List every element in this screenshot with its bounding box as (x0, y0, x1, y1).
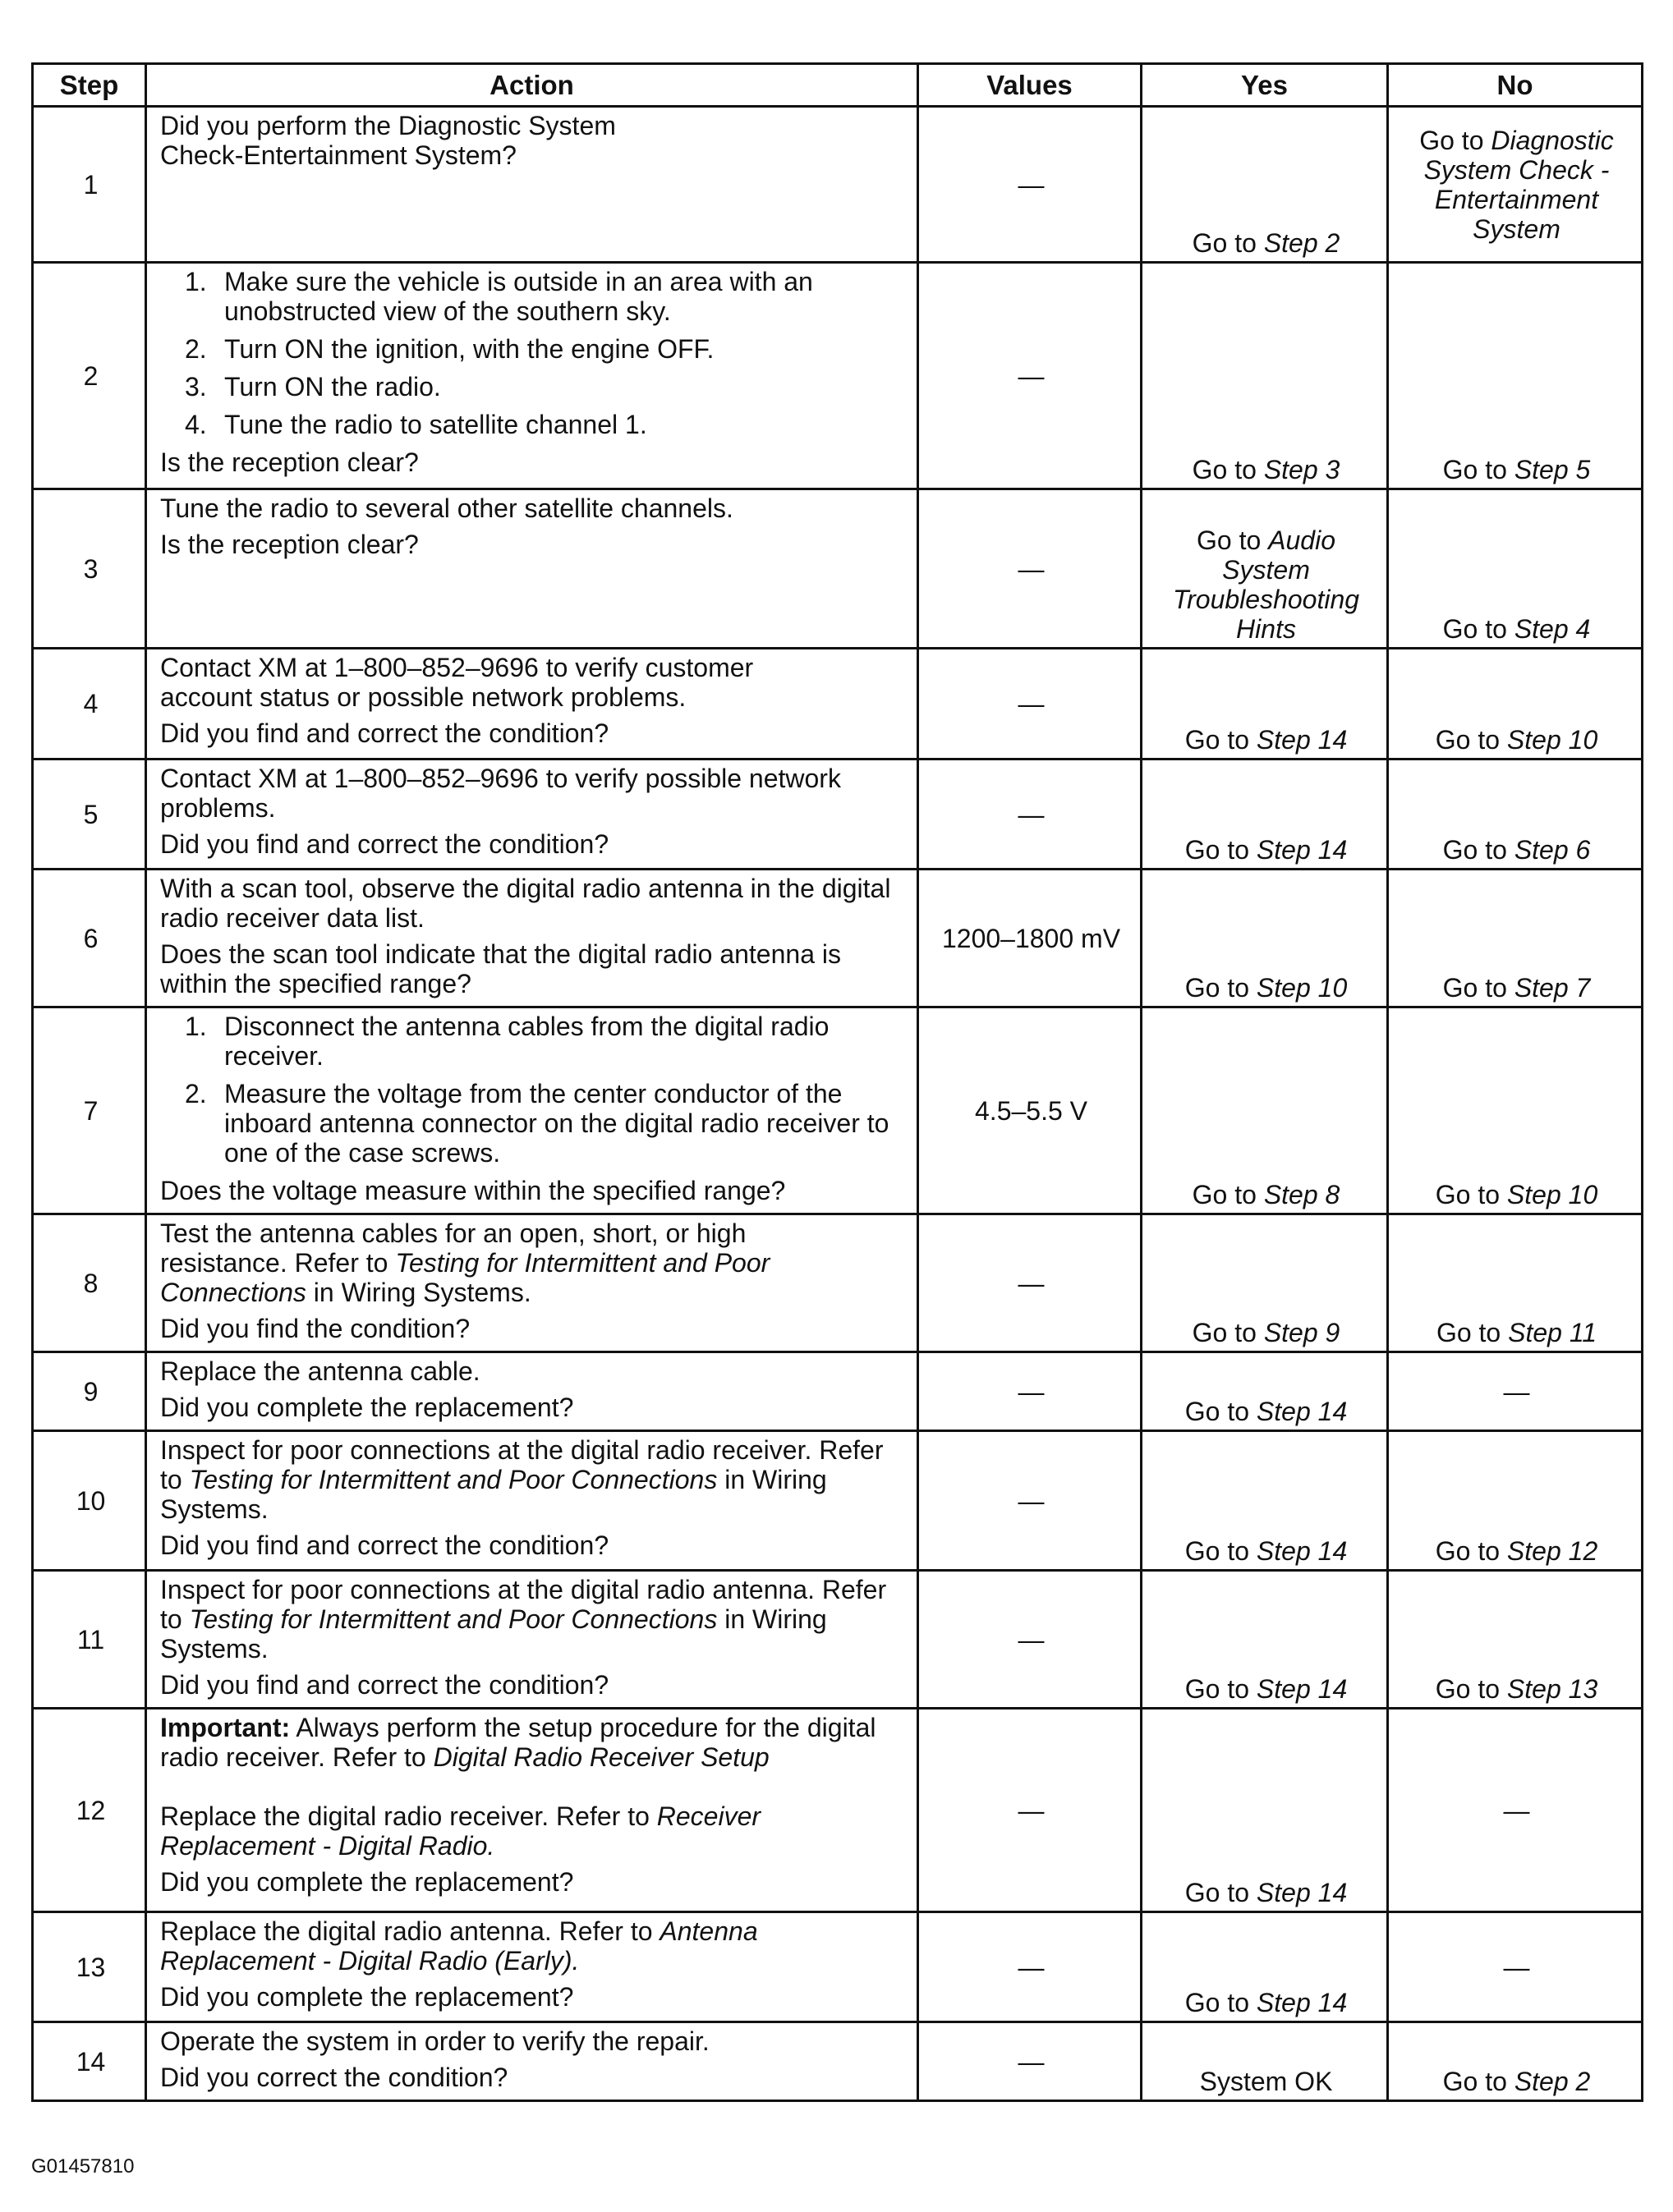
action-text: Replace the digital radio antenna. Refer to Antenna Replacement - Digital Radio (Early). (160, 1916, 758, 1976)
action-cell (146, 1214, 918, 1352)
yes-cell: Go to Step 3 (1142, 263, 1388, 489)
yes-target: Step 14 (1256, 1536, 1348, 1566)
no-cell (1388, 107, 1643, 263)
step-number: 9 (33, 1352, 146, 1431)
table-row (33, 1431, 1643, 1571)
procedure-list (160, 267, 907, 439)
step-number: 14 (33, 2022, 146, 2101)
table-row (33, 649, 1643, 760)
value-cell: — (918, 1912, 1142, 2022)
action-text: Contact XM at 1–800–852–9696 to verify possible network problems. (160, 764, 841, 823)
table-row (33, 1571, 1643, 1709)
action-text: Contact XM at 1–800–852–9696 to verify customer account status or possible network problems. (160, 653, 754, 712)
action-cell (146, 1912, 918, 2022)
reference-link: Receiver Replacement - Digital Radio. (160, 1801, 761, 1861)
no-target: Diagnostic System Check - Entertainment System (1423, 125, 1614, 244)
reference-link: Testing for Intermittent and Poor Connections (189, 1604, 718, 1634)
step-number: 4 (33, 649, 146, 760)
no-target: Step 2 (1514, 2067, 1591, 2096)
yes-cell: Go to Step 14 (1142, 1431, 1388, 1571)
yes-cell: Go to Step 9 (1142, 1214, 1388, 1352)
table-row (33, 107, 1643, 263)
yes-target: Step 14 (1256, 725, 1348, 755)
yes-cell: Go to Step 14 (1142, 1912, 1388, 2022)
col-header-values: Values (918, 64, 1142, 107)
value-cell: — (918, 263, 1142, 489)
action-question: Did you correct the condition? (160, 2063, 508, 2092)
action-text: Test the antenna cables for an open, short, or high resistance. Refer to Testing for Intermittent and Poor Connections in Wiring Systems. (160, 1218, 770, 1307)
no-target: Step 10 (1506, 725, 1598, 755)
no-target: Step 6 (1514, 835, 1591, 865)
action-cell (146, 1571, 918, 1709)
value-cell: — (918, 1571, 1142, 1709)
action-question: Did you complete the replacement? (160, 1393, 574, 1422)
yes-cell: Go to Step 14 (1142, 1352, 1388, 1431)
action-cell (146, 1007, 918, 1214)
step-number: 1 (33, 107, 146, 263)
value-cell: 1200–1800 mV (918, 870, 1142, 1007)
no-cell: — (1388, 1352, 1643, 1431)
important-note: Important: Always perform the setup procedure for the digital radio receiver. Refer to Digital Radio Receiver Setup (160, 1713, 876, 1772)
yes-target: Step 14 (1256, 835, 1348, 865)
yes-cell (1142, 107, 1388, 263)
no-target: Step 4 (1514, 614, 1591, 644)
value-cell: — (918, 1709, 1142, 1912)
no-cell: Go to Step 6 (1388, 760, 1643, 870)
table-row (33, 2022, 1643, 2101)
value-cell: — (918, 489, 1142, 649)
reference-link: Testing for Intermittent and Poor Connections (189, 1465, 718, 1494)
step-number: 10 (33, 1431, 146, 1571)
table-row (33, 870, 1643, 1007)
action-question: Is the reception clear? (160, 530, 419, 559)
no-cell: Go to Step 4 (1388, 489, 1643, 649)
list-item: 1. Disconnect the antenna cables from the digital radio receiver. (185, 1012, 830, 1071)
no-target: Step 11 (1508, 1318, 1597, 1347)
yes-cell: Go to Step 14 (1142, 1709, 1388, 1912)
no-cell: Go to Step 10 (1388, 649, 1643, 760)
no-target: Step 10 (1506, 1180, 1598, 1209)
value-cell: — (918, 649, 1142, 760)
value-cell: — (918, 107, 1142, 263)
list-item: 1. Make sure the vehicle is outside in an area with an unobstructed view of the southern sky. (185, 267, 813, 326)
action-question: Did you find the condition? (160, 1314, 471, 1343)
yes-cell: Go to Step 14 (1142, 649, 1388, 760)
action-question: Did you complete the replacement? (160, 1867, 574, 1897)
table-row (33, 1709, 1643, 1912)
value-cell: — (918, 1214, 1142, 1352)
action-cell (146, 870, 918, 1007)
reference-link: Antenna Replacement - Digital Radio (Early). (160, 1916, 758, 1976)
no-cell: — (1388, 1709, 1643, 1912)
table-row (33, 489, 1643, 649)
step-number: 5 (33, 760, 146, 870)
yes-target: Step 14 (1256, 1674, 1348, 1704)
action-cell (146, 1709, 918, 1912)
reference-link: Digital Radio Receiver Setup (433, 1742, 770, 1772)
yes-target: Step 14 (1256, 1878, 1348, 1907)
action-cell (146, 107, 918, 263)
yes-cell: Go to Step 14 (1142, 760, 1388, 870)
yes-target: Step 14 (1256, 1397, 1348, 1426)
value-cell: — (918, 2022, 1142, 2101)
value-cell: 4.5–5.5 V (918, 1007, 1142, 1214)
action-text: With a scan tool, observe the digital radio antenna in the digital radio receiver data list. (160, 874, 891, 933)
table-row (33, 1912, 1643, 2022)
action-text: Inspect for poor connections at the digital radio receiver. Refer to Testing for Intermittent and Poor Connections in Wiring Systems. (160, 1435, 884, 1524)
no-target: Step 12 (1506, 1536, 1598, 1566)
action-question: Did you complete the replacement? (160, 1982, 574, 2012)
no-cell: Go to Step 10 (1388, 1007, 1643, 1214)
procedure-list (160, 1012, 907, 1168)
yes-target: Step 14 (1256, 1988, 1348, 2017)
action-text: Did you perform the Diagnostic System Check-Entertainment System? (160, 111, 616, 170)
action-question: Did you find and correct the condition? (160, 1531, 609, 1560)
yes-target: Step 8 (1263, 1180, 1340, 1209)
action-question: Did you find and correct the condition? (160, 1670, 609, 1700)
table-row (33, 1007, 1643, 1214)
action-cell (146, 2022, 918, 2101)
action-cell (146, 760, 918, 870)
action-cell (146, 649, 918, 760)
action-question: Does the voltage measure within the specified range? (160, 1176, 786, 1205)
col-header-yes: Yes (1142, 64, 1388, 107)
list-item: 4. Tune the radio to satellite channel 1. (185, 410, 647, 439)
yes-cell: System OK (1142, 2022, 1388, 2101)
step-number: 13 (33, 1912, 146, 2022)
no-cell: Go to Step 11 (1388, 1214, 1643, 1352)
table-row (33, 760, 1643, 870)
action-text: Replace the digital radio receiver. Refer to Receiver Replacement - Digital Radio. (160, 1801, 761, 1861)
step-number: 12 (33, 1709, 146, 1912)
yes-cell: Go to Audio System Troubleshooting Hints (1142, 489, 1388, 649)
no-cell: Go to Step 12 (1388, 1431, 1643, 1571)
header-row (33, 64, 1643, 107)
step-number: 3 (33, 489, 146, 649)
go-to-label: Go to (1192, 228, 1257, 258)
action-text: Inspect for poor connections at the digital radio antenna. Refer to Testing for Intermittent and Poor Connections in Wiring Systems. (160, 1575, 887, 1664)
action-question: Did you find and correct the condition? (160, 829, 609, 859)
go-to-label: Go to (1419, 125, 1484, 155)
list-item: 2. Turn ON the ignition, with the engine OFF. (185, 334, 715, 364)
no-cell: Go to Step 5 (1388, 263, 1643, 489)
table-row (33, 263, 1643, 489)
value-cell: — (918, 760, 1142, 870)
no-cell: Go to Step 13 (1388, 1571, 1643, 1709)
yes-target: Step 10 (1256, 973, 1348, 1003)
step-number: 7 (33, 1007, 146, 1214)
important-label: Important: (160, 1713, 291, 1742)
action-question: Does the scan tool indicate that the digital radio antenna is within the specified range? (160, 939, 841, 998)
table-row (33, 1214, 1643, 1352)
step-number: 6 (33, 870, 146, 1007)
yes-cell: Go to Step 14 (1142, 1571, 1388, 1709)
yes-target: Audio System Troubleshooting Hints (1172, 525, 1360, 644)
action-text: Operate the system in order to verify the repair. (160, 2026, 710, 2056)
yes-target: Step 2 (1263, 228, 1340, 258)
step-number: 2 (33, 263, 146, 489)
action-question: Is the reception clear? (160, 447, 419, 477)
table-row (33, 1352, 1643, 1431)
no-target: Step 5 (1514, 455, 1591, 484)
action-cell (146, 1431, 918, 1571)
no-cell: Go to Step 7 (1388, 870, 1643, 1007)
action-cell (146, 1352, 918, 1431)
yes-cell: Go to Step 8 (1142, 1007, 1388, 1214)
value-cell: — (918, 1431, 1142, 1571)
no-cell: — (1388, 1912, 1643, 2022)
value-cell: — (918, 1352, 1142, 1431)
col-header-step: Step (33, 64, 146, 107)
action-question: Did you find and correct the condition? (160, 718, 609, 748)
step-number: 11 (33, 1571, 146, 1709)
diagnostic-table (31, 62, 1643, 2102)
no-target: Step 13 (1506, 1674, 1598, 1704)
yes-target: Step 9 (1263, 1318, 1340, 1347)
no-cell: Go to Step 2 (1388, 2022, 1643, 2101)
action-cell (146, 263, 918, 489)
figure-id: G01457810 (31, 2155, 135, 2178)
list-item: 2. Measure the voltage from the center conductor of the inboard antenna connector on the digital radio receiver to one of the case screws. (185, 1079, 889, 1168)
reference-link: Testing for Intermittent and Poor Connections (160, 1248, 770, 1307)
action-cell (146, 489, 918, 649)
yes-target: Step 3 (1263, 455, 1340, 484)
no-target: Step 7 (1514, 973, 1591, 1003)
action-text: Tune the radio to several other satellite channels. (160, 493, 733, 523)
col-header-action: Action (146, 64, 918, 107)
list-item: 3. Turn ON the radio. (185, 372, 441, 402)
action-text: Replace the antenna cable. (160, 1356, 480, 1386)
yes-cell: Go to Step 10 (1142, 870, 1388, 1007)
step-number: 8 (33, 1214, 146, 1352)
col-header-no: No (1388, 64, 1643, 107)
